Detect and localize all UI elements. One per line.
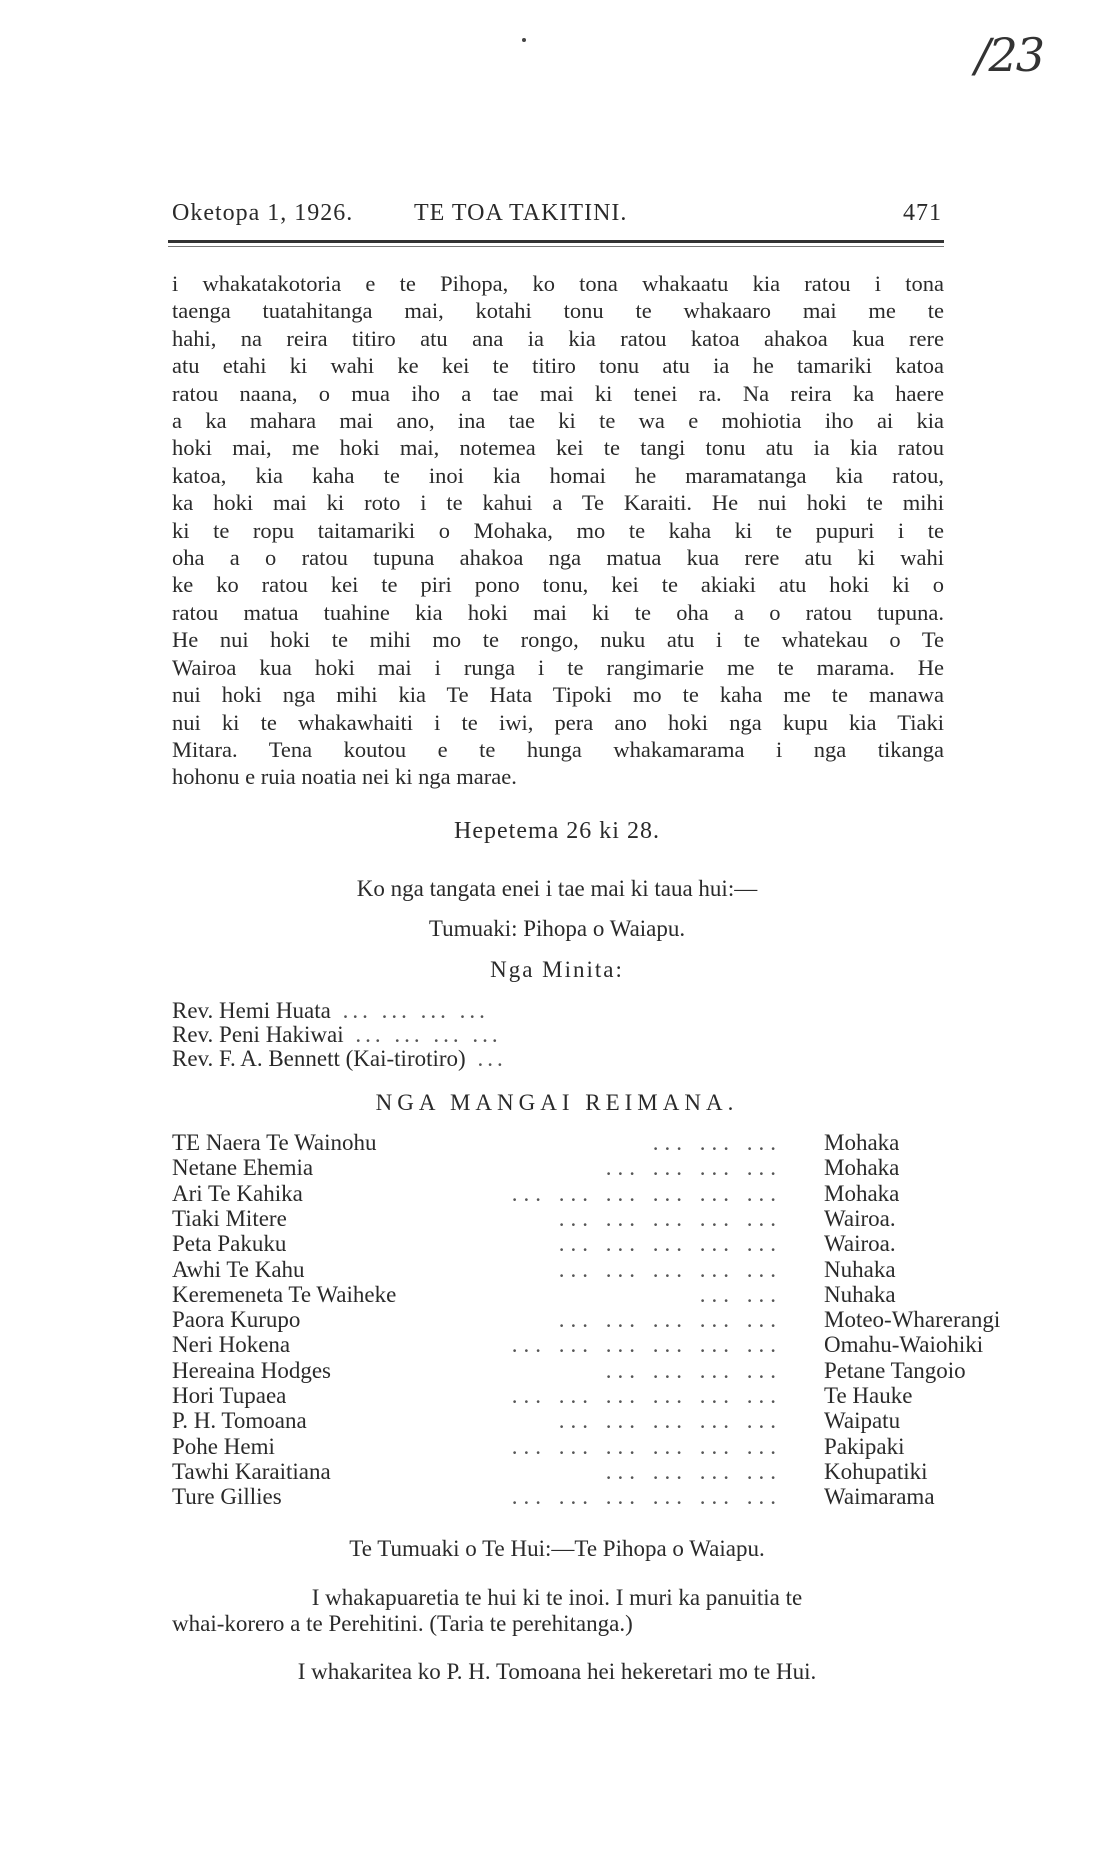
member-leader: ... ... ... ... ... ... (511, 1180, 782, 1206)
member-name: Ture Gillies (172, 1484, 282, 1510)
member-name: Netane Ehemia (172, 1155, 314, 1181)
body-line: hohonu e ruia noatia nei ki nga marae. (172, 764, 517, 790)
member-place: Kohupatiki (824, 1458, 928, 1484)
member-leader: ... ... ... ... ... ... (511, 1484, 782, 1510)
body-line: ka hoki mai ki roto i te kahui a Te Karaiti. He nui hoki te mihi (172, 490, 944, 516)
member-leader: ... ... (699, 1281, 782, 1307)
secretary-paragraph: I whakaritea ko P. H. Tomoana hei hekeretari mo te Hui. (297, 1659, 817, 1684)
prayer-paragraph-line-2: whai-korero a te Perehitini. (Taria te perehitanga.) (172, 1611, 633, 1636)
header-page-number: 471 (903, 200, 942, 226)
member-place: Mohaka (824, 1155, 900, 1181)
body-line: nui hoki nga mihi kia Te Hata Tipoki mo te kaha me te manawa (172, 682, 944, 708)
member-place: Moteo-Wharerangi (824, 1307, 1001, 1333)
member-row (172, 1231, 932, 1257)
member-place: Mohaka (824, 1180, 900, 1206)
body-line: ratou naana, o mua iho a tae mai ki tenei ra. Na reira ka haere (172, 380, 944, 406)
member-name: Awhi Te Kahu (172, 1256, 305, 1282)
member-row (172, 1206, 932, 1232)
member-name: Neri Hokena (172, 1332, 291, 1358)
member-name: Keremeneta Te Waiheke (172, 1281, 397, 1307)
member-name: P. H. Tomoana (172, 1408, 307, 1434)
header-rule-thick (168, 240, 944, 243)
prayer-paragraph-line-1: I whakapuaretia te hui ki te inoi. I muri ka panuitia te (311, 1585, 803, 1610)
member-row (172, 1307, 1001, 1333)
member-row (172, 1357, 966, 1384)
member-leader: ... ... ... ... ... (558, 1307, 782, 1333)
body-line: He nui hoki te mihi mo te rongo, nuku atu i te whatekau o Te (172, 627, 944, 653)
body-paragraph (172, 270, 944, 791)
member-place: Nuhaka (824, 1281, 896, 1307)
member-place: Pakipaki (824, 1433, 905, 1459)
body-line: hahi, na reira titiro atu ana ia kia ratou katoa ahakoa kua rere (172, 325, 944, 351)
member-row (172, 1282, 932, 1308)
member-row (172, 1130, 932, 1156)
member-place: Nuhaka (824, 1256, 896, 1282)
member-leader: ... ... ... ... (605, 1458, 782, 1484)
member-place: Mohaka (824, 1130, 900, 1155)
members-heading: NGA MANGAI REIMANA. (375, 1090, 739, 1115)
member-row (172, 1484, 935, 1510)
body-line: oha a o ratou tupuna ahakoa nga matua kua rere atu ki wahi (172, 545, 944, 571)
member-place: Te Hauke (824, 1383, 913, 1408)
top-ink-dot (522, 38, 526, 42)
body-line: ke ko ratou kei te piri pono tonu, kei te akiaki atu hoki ki o (172, 572, 944, 598)
header-date: Oketopa 1, 1926. (172, 200, 354, 226)
body-line: a ka mahara mai ano, ina tae ki te wa e mohiotia iho ai kia (172, 408, 944, 434)
member-place: Omahu-Waiohiki (824, 1332, 984, 1358)
member-row (172, 1257, 932, 1283)
president-line: Te Tumuaki o Te Hui:—Te Pihopa o Waiapu. (349, 1536, 765, 1561)
member-place: Waipatu (824, 1408, 901, 1434)
member-leader: ... ... ... ... ... (558, 1231, 782, 1257)
chairman-line: Tumuaki: Pihopa o Waiapu. (428, 916, 686, 941)
member-leader: ... ... ... ... ... ... (511, 1332, 782, 1358)
member-name: Hori Tupaea (172, 1383, 287, 1408)
header-rule-thin (168, 246, 944, 247)
body-line: ratou matua tuahine kia hoki mai ki te oha a o ratou tupuna. (172, 599, 944, 625)
member-row (172, 1181, 932, 1207)
member-place: Petane Tangoio (824, 1357, 966, 1383)
member-row (172, 1408, 932, 1434)
member-row (172, 1459, 932, 1485)
member-leader: ... ... ... ... ... (558, 1205, 782, 1231)
body-line: hoki mai, me hoki mai, notemea kei te tangi tonu atu ia kia ratou (172, 435, 944, 461)
member-name: TE Naera Te Wainohu (172, 1130, 377, 1155)
minister-leader: ... ... ... ... (342, 998, 489, 1023)
member-leader: ... ... ... ... ... ... (511, 1383, 782, 1408)
minister-leader: ... (477, 1046, 507, 1071)
body-line: atu etahi ki wahi ke kei te titiro tonu atu ia he tamariki katoa (172, 353, 944, 379)
member-leader: ... ... ... ... ... (558, 1256, 782, 1282)
member-place: Wairoa. (824, 1205, 896, 1231)
body-line: nui ki te whakawhaiti i te iwi, pera ano hoki nga kupu kia Tiaki (172, 709, 944, 735)
minister-row (172, 1046, 507, 1072)
member-leader: ... ... ... ... (605, 1357, 782, 1383)
member-place: Wairoa. (824, 1231, 896, 1257)
member-row (172, 1383, 932, 1409)
minister-name: Rev. Peni Hakiwai (172, 1022, 344, 1047)
ministers-heading: Nga Minita: (490, 957, 624, 982)
minister-leader: ... ... ... ... (355, 1022, 502, 1047)
member-name: Hereaina Hodges (172, 1357, 332, 1383)
member-name: Peta Pakuku (172, 1231, 287, 1257)
member-place: Waimarama (824, 1484, 935, 1510)
attendees-intro: Ko nga tangata enei i tae mai ki taua hui:— (356, 876, 758, 901)
member-row (172, 1434, 932, 1460)
body-line: taenga tuatahitanga mai, kotahi tonu te whakaaro mai me te (172, 298, 944, 324)
member-leader: ... ... ... (652, 1130, 782, 1155)
member-row (172, 1155, 932, 1181)
member-row (172, 1332, 984, 1358)
body-line: katoa, kia kaha te inoi kia homai he maramatanga kia ratou, (172, 462, 944, 488)
minister-name: Rev. F. A. Bennett (Kai-tirotiro) (172, 1046, 466, 1071)
member-name: Ari Te Kahika (172, 1180, 303, 1206)
body-line: Wairoa kua hoki mai i runga i te rangimarie me te marama. He (172, 654, 944, 680)
body-line: ki te ropu taitamariki o Mohaka, mo te kaha ki te pupuri i te (172, 517, 944, 543)
member-leader: ... ... ... ... (605, 1155, 782, 1181)
member-name: Paora Kurupo (172, 1307, 301, 1333)
member-name: Tawhi Karaitiana (172, 1458, 331, 1484)
member-name: Tiaki Mitere (172, 1205, 287, 1231)
minister-name: Rev. Hemi Huata (172, 998, 331, 1023)
date-heading: Hepetema 26 ki 28. (454, 818, 660, 844)
header-title: TE TOA TAKITINI. (414, 200, 628, 226)
body-line: Mitara. Tena koutou e te hunga whakamarama i nga tikanga (172, 736, 944, 762)
member-leader: ... ... ... ... ... (558, 1408, 782, 1434)
running-header (172, 200, 942, 236)
minister-row (172, 1022, 502, 1048)
body-line: i whakatakotoria e te Pihopa, ko tona whakaatu kia ratou i tona (172, 271, 944, 296)
member-name: Pohe Hemi (172, 1433, 275, 1459)
handwritten-page-number: /23 (975, 28, 1044, 82)
member-leader: ... ... ... ... ... ... (511, 1433, 782, 1459)
minister-row (172, 998, 489, 1024)
